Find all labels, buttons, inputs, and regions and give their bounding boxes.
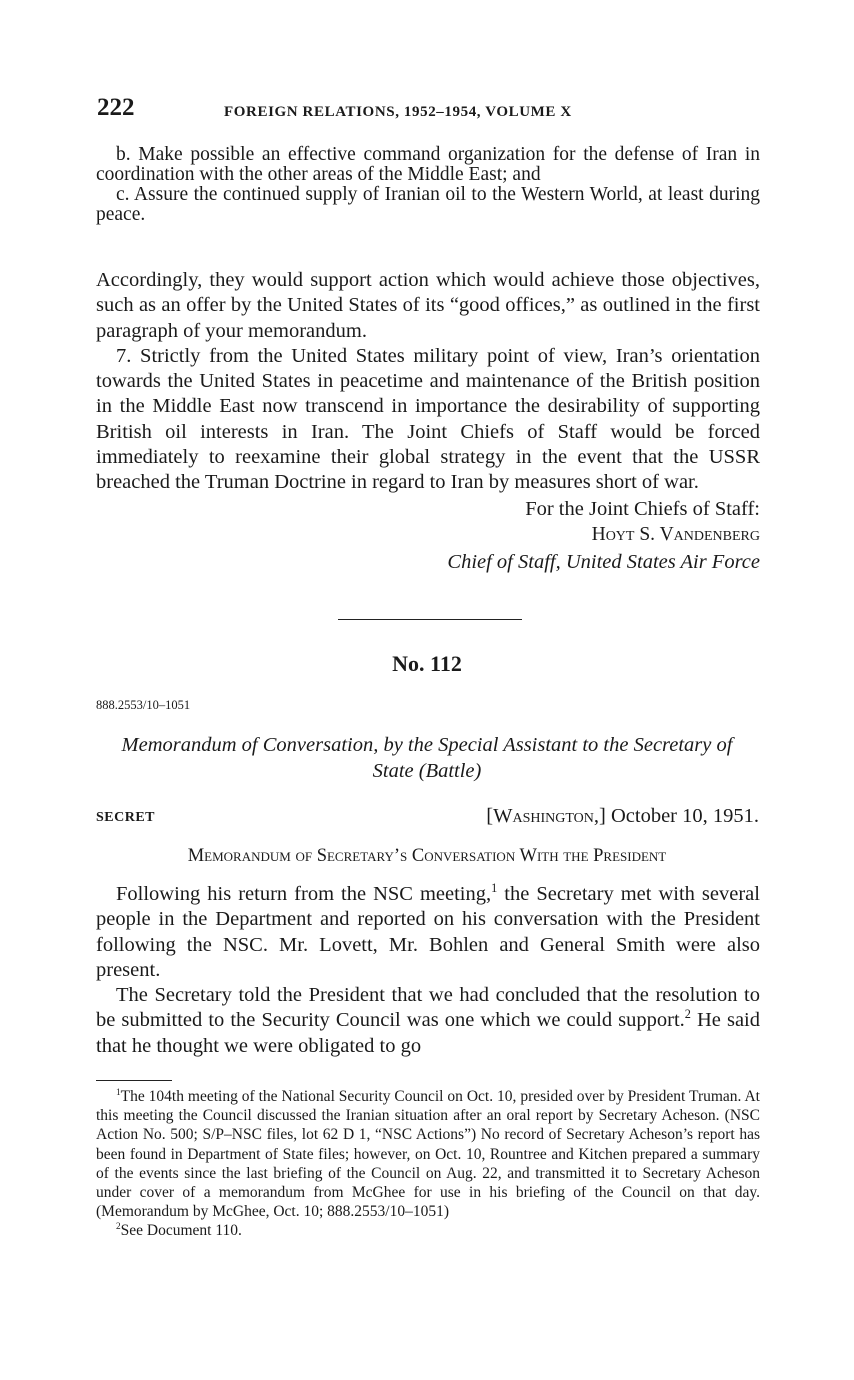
memo-p2-start: The Secretary told the President that we had concluded that the resolution to be submitted to the Security Council was one which we could support. — [96, 984, 760, 1032]
footnote-2 — [96, 1221, 760, 1240]
document-number: No. 112 — [392, 651, 462, 676]
running-head: FOREIGN RELATIONS, 1952–1954, VOLUME X — [224, 104, 572, 120]
paragraph-7: 7. Strictly from the United States military point of view, Iran’s orientation towards the United States in peacetime and maintenance of the British position in the Middle East now transcend in importance the desirability of supporting British oil interests in Iran. The Joint Chiefs of Staff would be forced immediately to reexamine their global strategy in the event that the USSR breached the Truman Doctrine in regard to Iran by measures short of war. — [96, 344, 760, 494]
paragraph-accordingly: Accordingly, they would support action which would achieve those objectives, such as an offer by the United States of its “good offices,” as outlined in the first paragraph of your memorandum. — [96, 269, 760, 342]
body-text — [96, 268, 760, 575]
memo-subject: Memorandum of Secretary’s Conversation With the President — [187, 846, 667, 866]
memo-p2-end: He said that he thought we were obligated to go — [96, 1009, 760, 1057]
file-reference: 888.2553/10–1051 — [96, 698, 191, 712]
footnote-ref-2[interactable]: 2 — [684, 1007, 691, 1022]
footnote-marker-1: 1 — [116, 1087, 121, 1098]
signature-title: Chief of Staff, United States Air Force — [447, 550, 760, 573]
footnote-ref-1[interactable]: 1 — [491, 881, 498, 896]
memo-body — [96, 882, 760, 1059]
signature-name: Hoyt S. Vandenberg — [591, 524, 760, 546]
memo-p1-start: Following his return from the NSC meeting, — [116, 883, 492, 905]
footnote-divider — [96, 1080, 172, 1081]
dateline-place: [Washington,] — [486, 805, 606, 827]
item-b: b. Make possible an effective command organization for the defense of Iran in coordination with the other areas of the Middle East; and — [96, 144, 760, 185]
page-number: 222 — [97, 94, 135, 121]
page-header — [97, 94, 762, 128]
footnote-1 — [96, 1087, 760, 1221]
footnotes — [96, 1087, 760, 1241]
memo-paragraph-1 — [96, 882, 760, 983]
dateline — [486, 805, 759, 828]
document-title: Memorandum of Conversation, by the Special Assistant to the Secretary of State (Battle) — [121, 734, 733, 782]
footnote-marker-2: 2 — [116, 1222, 121, 1233]
dateline-date: October 10, 1951. — [610, 805, 759, 827]
footnote-2-text: See Document 110. — [120, 1222, 242, 1240]
section-divider — [338, 619, 522, 620]
item-c: c. Assure the continued supply of Iranian oil to the Western World, at least during peace. — [96, 184, 760, 225]
classification-label: SECRET — [96, 810, 156, 825]
memo-p1-end: the Secretary met with several people in the Department and reported on his conversation with the President following the NSC. Mr. Lovett, Mr. Bohlen and General Smith were also present. — [96, 883, 760, 981]
footnote-1-text: The 104th meeting of the National Security Council on Oct. 10, presided over by President Truman. At this meeting the Council discussed the Iranian situation after an oral report by Secretary Acheson. (NSC Action No. 500; S/P–NSC files, lot 62 D 1, “NSC Actions”) No record of Secretary Acheson’s report has been found in Department of State files; however, on Oct. 10, Rountree and Kitchen prepared a summary of the events since the last briefing of the Council on Aug. 22, and transmitted it to Secretary Acheson under cover of a memorandum from McGhee for use in his briefing of the Council on that day. (Memorandum by McGhee, Oct. 10; 888.2553/10–1051) — [96, 1088, 760, 1221]
signature-for-line: For the Joint Chiefs of Staff: — [525, 497, 760, 520]
memo-paragraph-2 — [96, 983, 760, 1059]
list-items — [96, 145, 760, 225]
